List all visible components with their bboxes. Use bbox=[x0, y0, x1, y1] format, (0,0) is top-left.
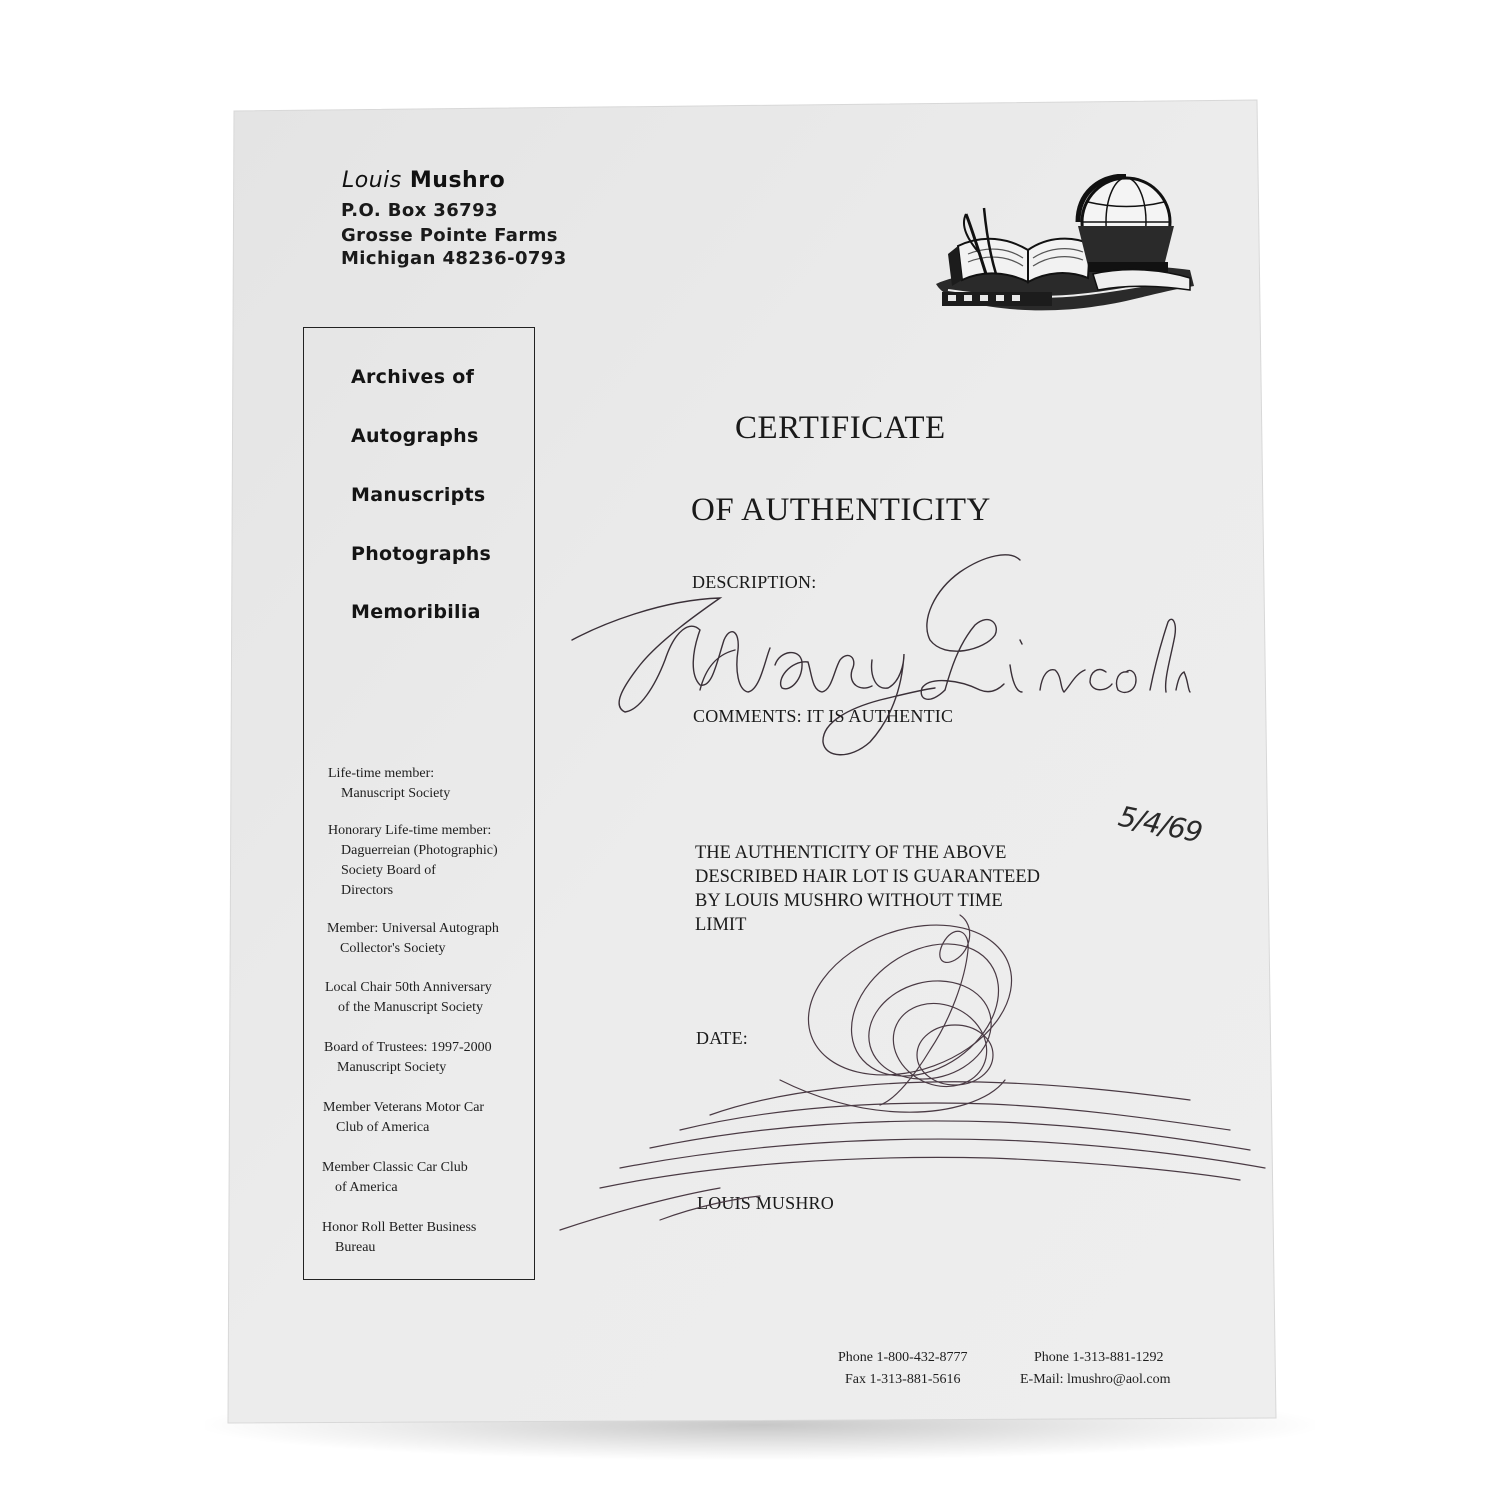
membership-item: Honorary Life-time member: Daguerreian (Photographic) Society Board of Directors bbox=[328, 823, 498, 898]
category-archives: Archives of bbox=[351, 366, 475, 388]
comments-line: COMMENTS: IT IS AUTHENTIC bbox=[693, 706, 954, 726]
letterhead-name bbox=[342, 168, 505, 193]
date-label: DATE: bbox=[696, 1028, 748, 1048]
letterhead-last-name: Mushro bbox=[409, 168, 506, 193]
membership-item: Member: Universal Autograph Collector's Society bbox=[327, 921, 499, 956]
phone-1: Phone 1-800-432-8777 bbox=[838, 1350, 968, 1365]
signer-name: LOUIS MUSHRO bbox=[697, 1193, 834, 1213]
address-po-box: P.O. Box 36793 bbox=[341, 200, 498, 221]
category-memorabilia: Memoribilia bbox=[351, 601, 481, 623]
membership-item: Life-time member: Manuscript Society bbox=[328, 766, 451, 801]
certificate-subtitle: OF AUTHENTICITY bbox=[691, 492, 991, 528]
email-address: E-Mail: lmushro@aol.com bbox=[1020, 1372, 1171, 1387]
description-label: DESCRIPTION: bbox=[692, 572, 817, 592]
membership-item: Member Classic Car Club of America bbox=[322, 1160, 468, 1195]
handwritten-date: 5/4/69 bbox=[1115, 799, 1205, 850]
fax-number: Fax 1-313-881-5616 bbox=[845, 1372, 961, 1387]
category-photographs: Photographs bbox=[351, 543, 492, 565]
globe-book-quill-icon bbox=[928, 174, 1202, 334]
contact-right bbox=[1020, 1347, 1171, 1391]
membership-item: Honor Roll Better Business Bureau bbox=[322, 1220, 477, 1255]
membership-item: Local Chair 50th Anniversary of the Manuscript Society bbox=[325, 980, 492, 1015]
address-state-zip: Michigan 48236-0793 bbox=[341, 248, 567, 269]
category-manuscripts: Manuscripts bbox=[351, 484, 486, 506]
phone-2: Phone 1-313-881-1292 bbox=[1034, 1350, 1164, 1365]
address-city: Grosse Pointe Farms bbox=[341, 225, 558, 246]
category-autographs: Autographs bbox=[351, 425, 479, 447]
membership-item: Member Veterans Motor Car Club of America bbox=[323, 1100, 485, 1135]
contact-left bbox=[838, 1347, 968, 1391]
membership-item: Board of Trustees: 1997-2000 Manuscript Society bbox=[324, 1040, 492, 1075]
certificate-title: CERTIFICATE bbox=[735, 410, 946, 446]
letterhead-first-name: Louis bbox=[342, 168, 402, 193]
guarantee-statement: THE AUTHENTICITY OF THE ABOVE DESCRIBED HAIR LOT IS GUARANTEED BY LOUIS MUSHRO WITHOUT TIME LIMIT bbox=[695, 843, 1040, 935]
